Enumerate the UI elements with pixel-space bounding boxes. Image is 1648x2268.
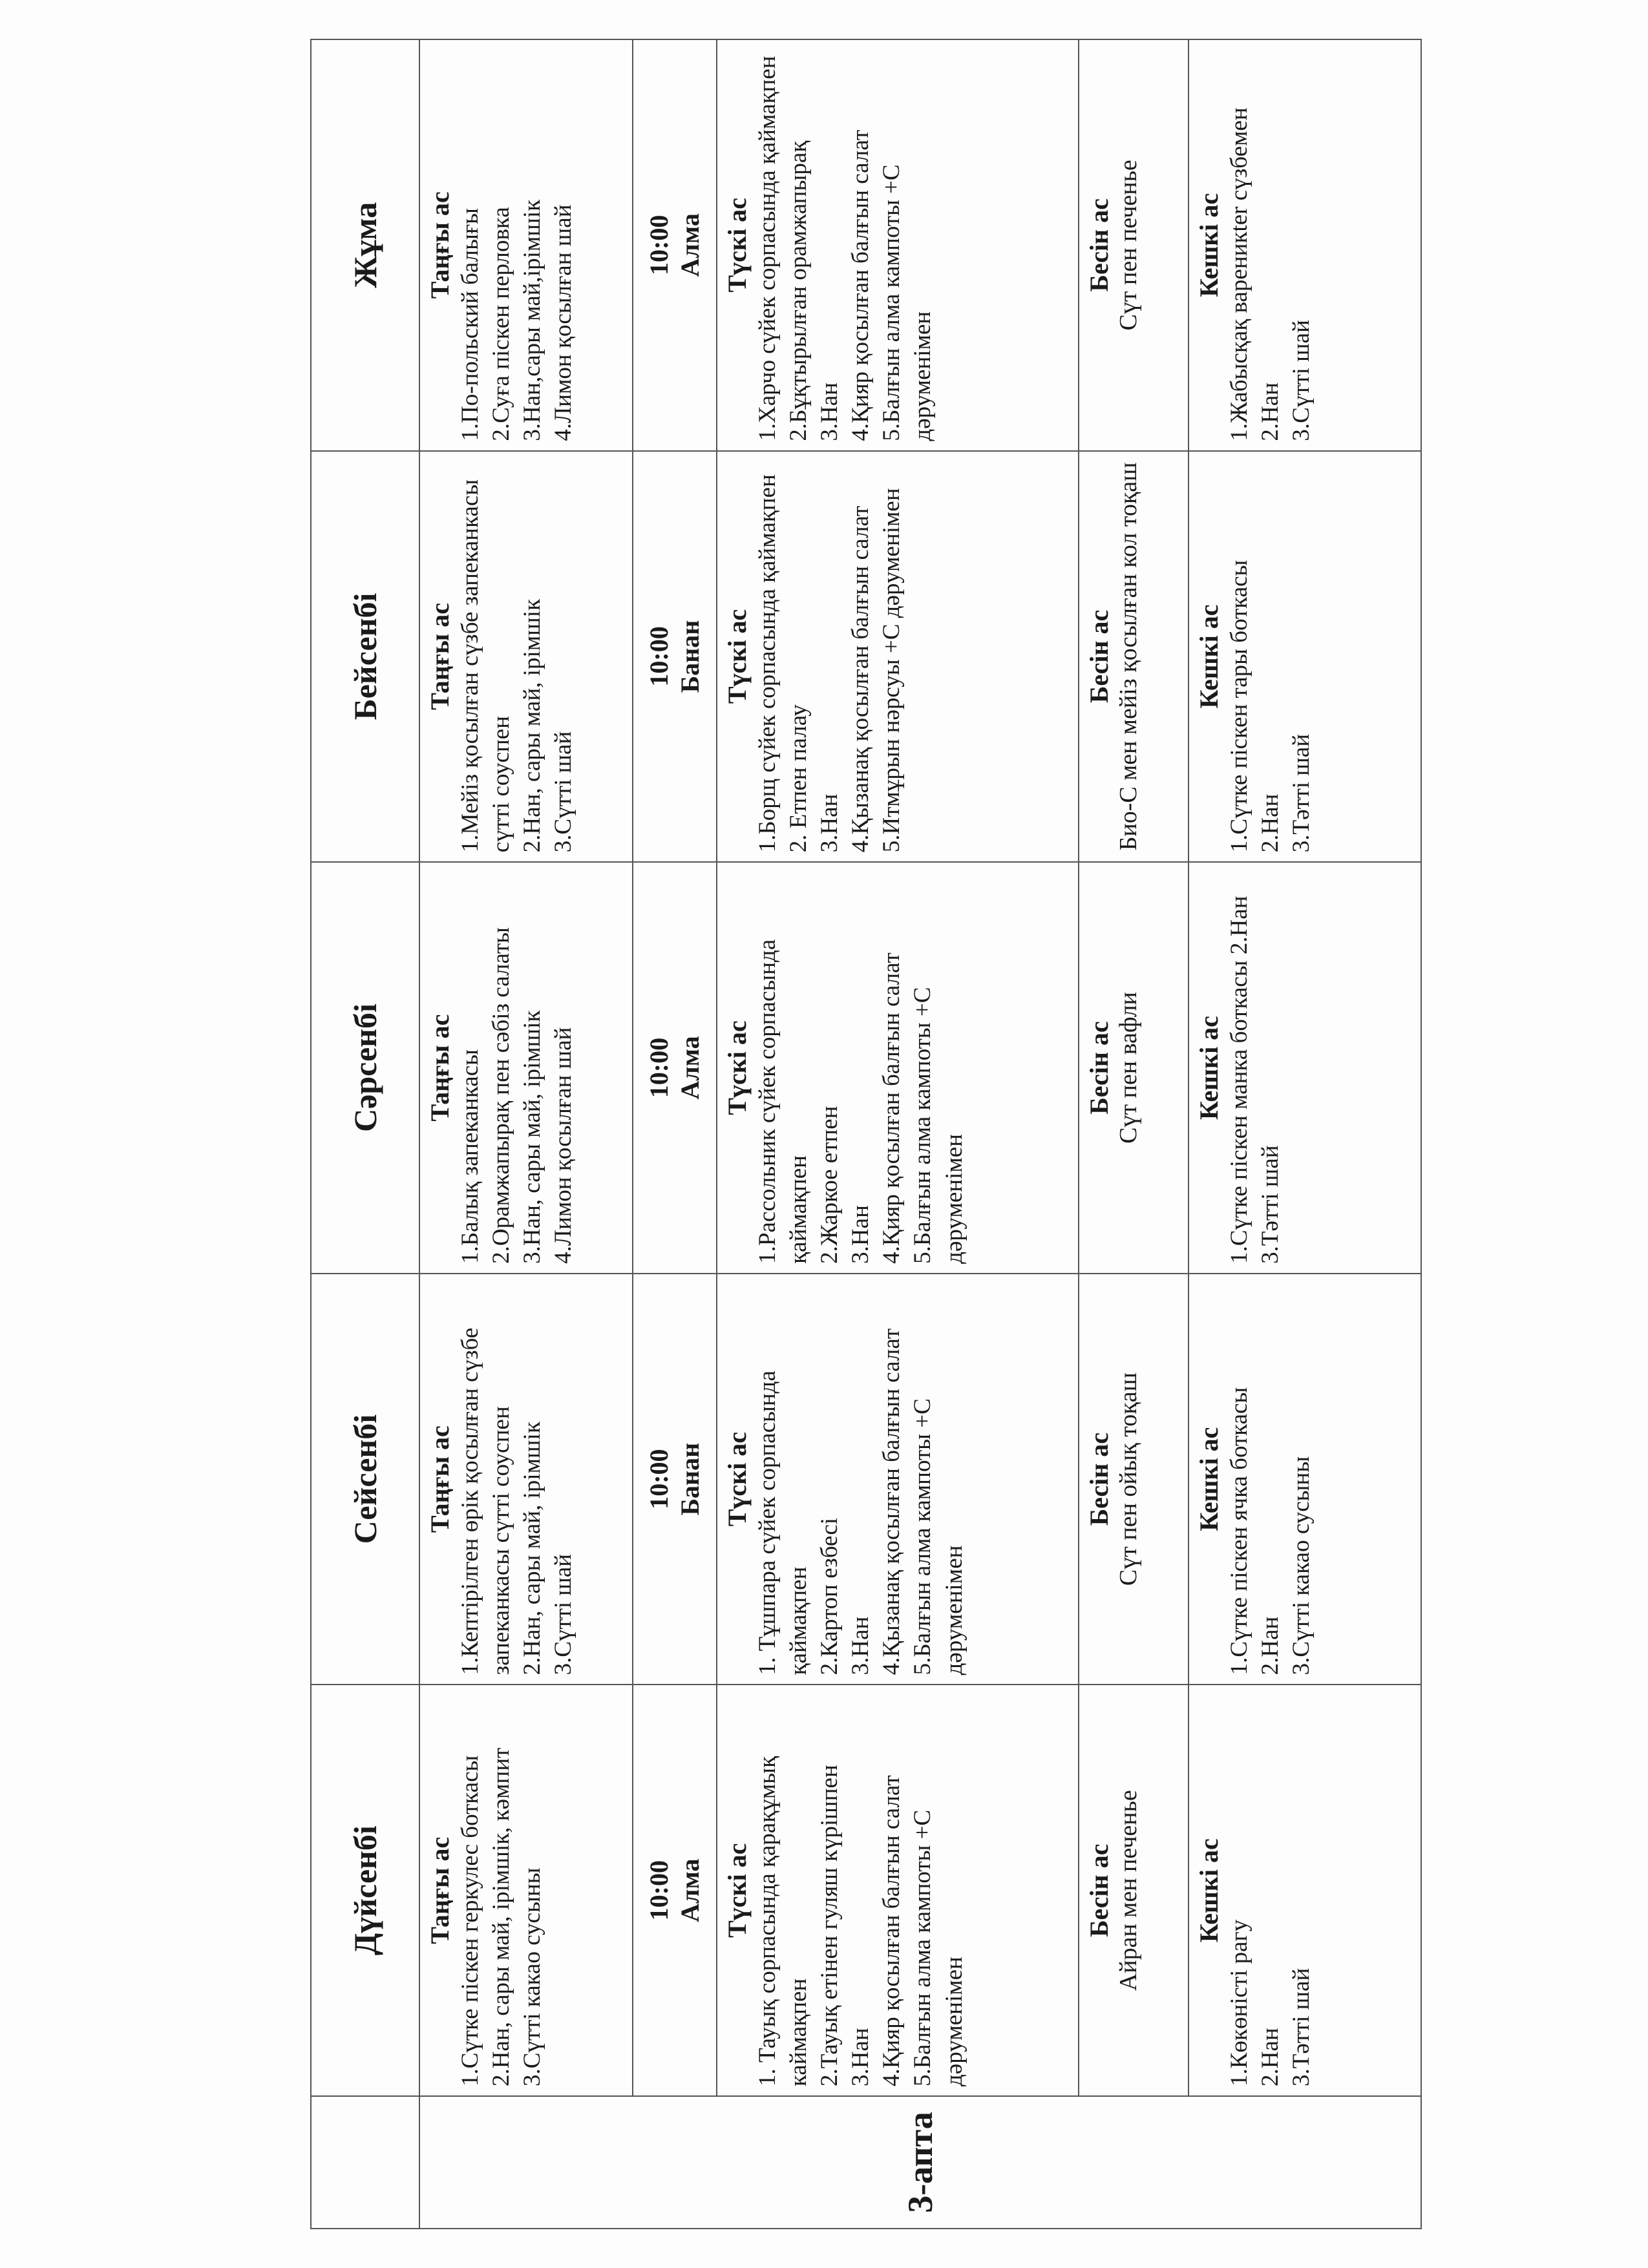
menu-item: 3.Тәтті шай bbox=[1257, 1145, 1284, 1264]
menu-item: Айран мен печенье bbox=[1115, 1790, 1142, 1991]
meal-title: Таңғы ас bbox=[425, 1014, 454, 1122]
afternoon-cell bbox=[1079, 39, 1188, 451]
menu-item: 2.Тауық етінен гуляш күрішпен bbox=[816, 1765, 843, 2086]
menu-item: 1.Харчо сүйек сорпасында қаймақпен bbox=[754, 56, 781, 441]
menu-item: 3.Нан, сары май, ірімшік bbox=[519, 1010, 546, 1264]
menu-item: 3.Нан bbox=[847, 1616, 874, 1675]
afternoon-cell bbox=[1079, 862, 1188, 1274]
menu-item: 1. Тұшпара сүйек сорпасында қаймақпен bbox=[754, 1370, 812, 1675]
breakfast-cell bbox=[419, 451, 633, 863]
menu-item: Сүт пен ойық тоқаш bbox=[1115, 1372, 1142, 1586]
snack-cell bbox=[633, 1274, 717, 1685]
menu-item: 3.Сүтті шай bbox=[1288, 320, 1315, 441]
menu-item: 1.Сүтке піскен манка боткасы 2.Нан bbox=[1226, 896, 1252, 1264]
meal-title: Кешкі ас bbox=[1194, 604, 1223, 709]
day-header: Бейсенбі bbox=[311, 451, 419, 863]
menu-item: 1.Сүтке піскен ячка боткасы bbox=[1226, 1387, 1252, 1675]
weekly-menu-table bbox=[310, 39, 1422, 2229]
menu-item: Сүт пен печенье bbox=[1115, 160, 1142, 331]
dinner-row bbox=[1188, 39, 1421, 2229]
menu-item: 4.Қияр қосылған балғын салат bbox=[878, 1775, 905, 2086]
menu-item: 5.Итмұрын нәрсуы +С дәруменімен bbox=[878, 488, 905, 853]
meal-title: Бесін ас bbox=[1084, 1432, 1114, 1526]
meal-title: Бесін ас bbox=[1084, 198, 1114, 292]
menu-item: 1.Кептірілген өрік қосылған сүзбе запеканкасы сүтті соуспен bbox=[457, 1327, 515, 1675]
menu-item: 1.По-польский балығы bbox=[457, 208, 483, 441]
menu-item: Био-С мен мейіз қосылған кол тоқаш bbox=[1115, 462, 1142, 851]
menu-item: 2.Нан, сары май, ірімшік bbox=[519, 1422, 546, 1675]
dinner-cell bbox=[1188, 39, 1421, 451]
menu-item: 3.Сүтті шай bbox=[550, 1553, 577, 1675]
dinner-cell bbox=[1188, 1685, 1421, 2096]
meal-title: Таңғы ас bbox=[425, 1836, 454, 1944]
menu-item: Сүт пен вафли bbox=[1115, 992, 1142, 1144]
snack-time: 10:00 bbox=[644, 626, 673, 687]
lunch-cell bbox=[717, 862, 1079, 1274]
menu-item: 1.Балық запеканкасы bbox=[457, 1049, 483, 1264]
menu-item: 1.Мейіз қосылған сүзбе запеканкасы сүтті соуспен bbox=[457, 479, 515, 853]
snack-item: Банан bbox=[675, 1442, 704, 1516]
breakfast-row bbox=[419, 39, 633, 2229]
menu-item: 5.Балғын алма кампоты +С дәруменімен bbox=[909, 987, 967, 1264]
menu-item: 2. Етпен палау bbox=[785, 704, 812, 853]
afternoon-cell bbox=[1079, 451, 1188, 863]
day-header: Жұма bbox=[311, 39, 419, 451]
meal-title: Түскі ас bbox=[723, 609, 752, 704]
menu-item: 5.Балғын алма кампоты +С дәруменімен bbox=[878, 164, 936, 441]
menu-item: 3.Нан,сары май,ірімшік bbox=[519, 199, 546, 441]
menu-item: 3.Сүтті какао сусыны bbox=[1288, 1456, 1315, 1675]
menu-item: 2.Орамжапырақ пен сәбіз салаты bbox=[488, 927, 515, 1264]
dinner-cell bbox=[1188, 862, 1421, 1274]
menu-item: 2.Нан, сары май, ірімшік, кәмпит bbox=[488, 1747, 515, 2086]
menu-item: 3.Тәтті шай bbox=[1288, 1968, 1315, 2086]
snack-cell bbox=[633, 39, 717, 451]
meal-title: Кешкі ас bbox=[1194, 193, 1223, 297]
snack-time: 10:00 bbox=[644, 1037, 673, 1098]
snack-cell bbox=[633, 1685, 717, 2096]
menu-item: 2.Нан bbox=[1257, 1616, 1284, 1675]
menu-item: 1.Борщ сүйек сорпасында қаймақпен bbox=[754, 474, 781, 853]
meal-title: Кешкі ас bbox=[1194, 1016, 1223, 1120]
snack-item: Банан bbox=[675, 620, 704, 693]
afternoon-cell bbox=[1079, 1274, 1188, 1685]
menu-item: 1.Рассольник сүйек сорпасында қаймақпен bbox=[754, 939, 812, 1264]
menu-item: 2.Нан bbox=[1257, 2028, 1284, 2086]
menu-item: 4.Лимон қосылған шай bbox=[550, 1027, 577, 1264]
menu-item: 4.Қызанақ қосылған балғын салат bbox=[847, 505, 874, 853]
meal-title: Түскі ас bbox=[723, 198, 752, 293]
lunch-cell bbox=[717, 451, 1079, 863]
snack-time: 10:00 bbox=[644, 1449, 673, 1509]
header-row bbox=[311, 39, 419, 2229]
snack-time: 10:00 bbox=[644, 215, 673, 275]
dinner-cell bbox=[1188, 1274, 1421, 1685]
snack-cell bbox=[633, 862, 717, 1274]
lunch-cell bbox=[717, 1685, 1079, 2096]
meal-title: Бесін ас bbox=[1084, 1021, 1114, 1115]
rotated-menu-sheet bbox=[310, 39, 1409, 2229]
meal-title: Түскі ас bbox=[723, 1843, 752, 1938]
meal-title: Кешкі ас bbox=[1194, 1427, 1223, 1531]
lunch-row bbox=[717, 39, 1079, 2229]
meal-title: Таңғы ас bbox=[425, 191, 454, 299]
snack-row bbox=[633, 39, 717, 2229]
day-header: Сәрсенбі bbox=[311, 862, 419, 1274]
dinner-cell bbox=[1188, 451, 1421, 863]
menu-item: 5.Балғын алма кампоты +С дәруменімен bbox=[909, 1398, 967, 1675]
menu-item: 3.Сүтті шай bbox=[550, 731, 577, 853]
meal-title: Бесін ас bbox=[1084, 609, 1114, 704]
menu-item: 2.Суға піскен перловка bbox=[488, 207, 515, 441]
menu-item: 1.Көкөністі рагу bbox=[1226, 1919, 1252, 2086]
meal-title: Таңғы ас bbox=[425, 1425, 454, 1533]
breakfast-cell bbox=[419, 1274, 633, 1685]
menu-item: 1.Сүтке піскен геркулес боткасы bbox=[457, 1755, 483, 2086]
snack-time: 10:00 bbox=[644, 1860, 673, 1921]
menu-item: 2.Нан, сары май, ірімшік bbox=[519, 599, 546, 853]
day-header: Дүйсенбі bbox=[311, 1685, 419, 2096]
snack-item: Алма bbox=[675, 213, 704, 277]
menu-item: 5.Балғын алма кампоты +С дәруменімен bbox=[909, 1809, 967, 2086]
menu-item: 3.Тәтті шай bbox=[1288, 733, 1315, 853]
corner-cell bbox=[311, 2096, 419, 2229]
breakfast-cell bbox=[419, 862, 633, 1274]
menu-item: 3.Сүтті какао сусыны bbox=[519, 1867, 546, 2086]
menu-item: 4.Қияр қосылған балғын салат bbox=[847, 129, 874, 441]
snack-item: Алма bbox=[675, 1036, 704, 1100]
menu-item: 1.Сүтке піскен тары боткасы bbox=[1226, 560, 1252, 853]
menu-item: 2.Бұқтырылған орамжапырақ bbox=[785, 140, 812, 441]
menu-item: 4.Лимон қосылған шай bbox=[550, 204, 577, 441]
menu-item: 3.Нан bbox=[816, 382, 843, 441]
menu-item: 2.Нан bbox=[1257, 382, 1284, 441]
menu-item: 2.Картоп езбесі bbox=[816, 1517, 843, 1675]
menu-item: 4.Қияр қосылған балғын салат bbox=[878, 952, 905, 1264]
day-header: Сейсенбі bbox=[311, 1274, 419, 1685]
meal-title: Бесін ас bbox=[1084, 1843, 1114, 1937]
menu-item: 3.Нан bbox=[847, 1205, 874, 1264]
week-label: 3-апта bbox=[419, 2096, 1421, 2229]
menu-item: 3.Нан bbox=[816, 793, 843, 853]
menu-item: 2.Нан bbox=[1257, 793, 1284, 853]
afternoon-cell bbox=[1079, 1685, 1188, 2096]
menu-item: 3.Нан bbox=[847, 2028, 874, 2086]
snack-cell bbox=[633, 451, 717, 863]
menu-item: 1. Тауық сорпасында қарақұмық каймақпен bbox=[754, 1756, 812, 2086]
lunch-cell bbox=[717, 39, 1079, 451]
lunch-cell bbox=[717, 1274, 1079, 1685]
meal-title: Түскі ас bbox=[723, 1431, 752, 1527]
meal-title: Таңғы ас bbox=[425, 602, 454, 710]
menu-item: 2.Жаркое етпен bbox=[816, 1106, 843, 1264]
breakfast-cell bbox=[419, 1685, 633, 2096]
snack-item: Алма bbox=[675, 1858, 704, 1922]
meal-title: Кешкі ас bbox=[1194, 1838, 1223, 1943]
meal-title: Түскі ас bbox=[723, 1020, 752, 1115]
breakfast-cell bbox=[419, 39, 633, 451]
afternoon-row bbox=[1079, 39, 1188, 2229]
menu-item: 1.Жабысқақ вареникter сүзбемен bbox=[1226, 107, 1252, 441]
menu-item: 4.Қызанақ қосылған балғын салат bbox=[878, 1328, 905, 1675]
